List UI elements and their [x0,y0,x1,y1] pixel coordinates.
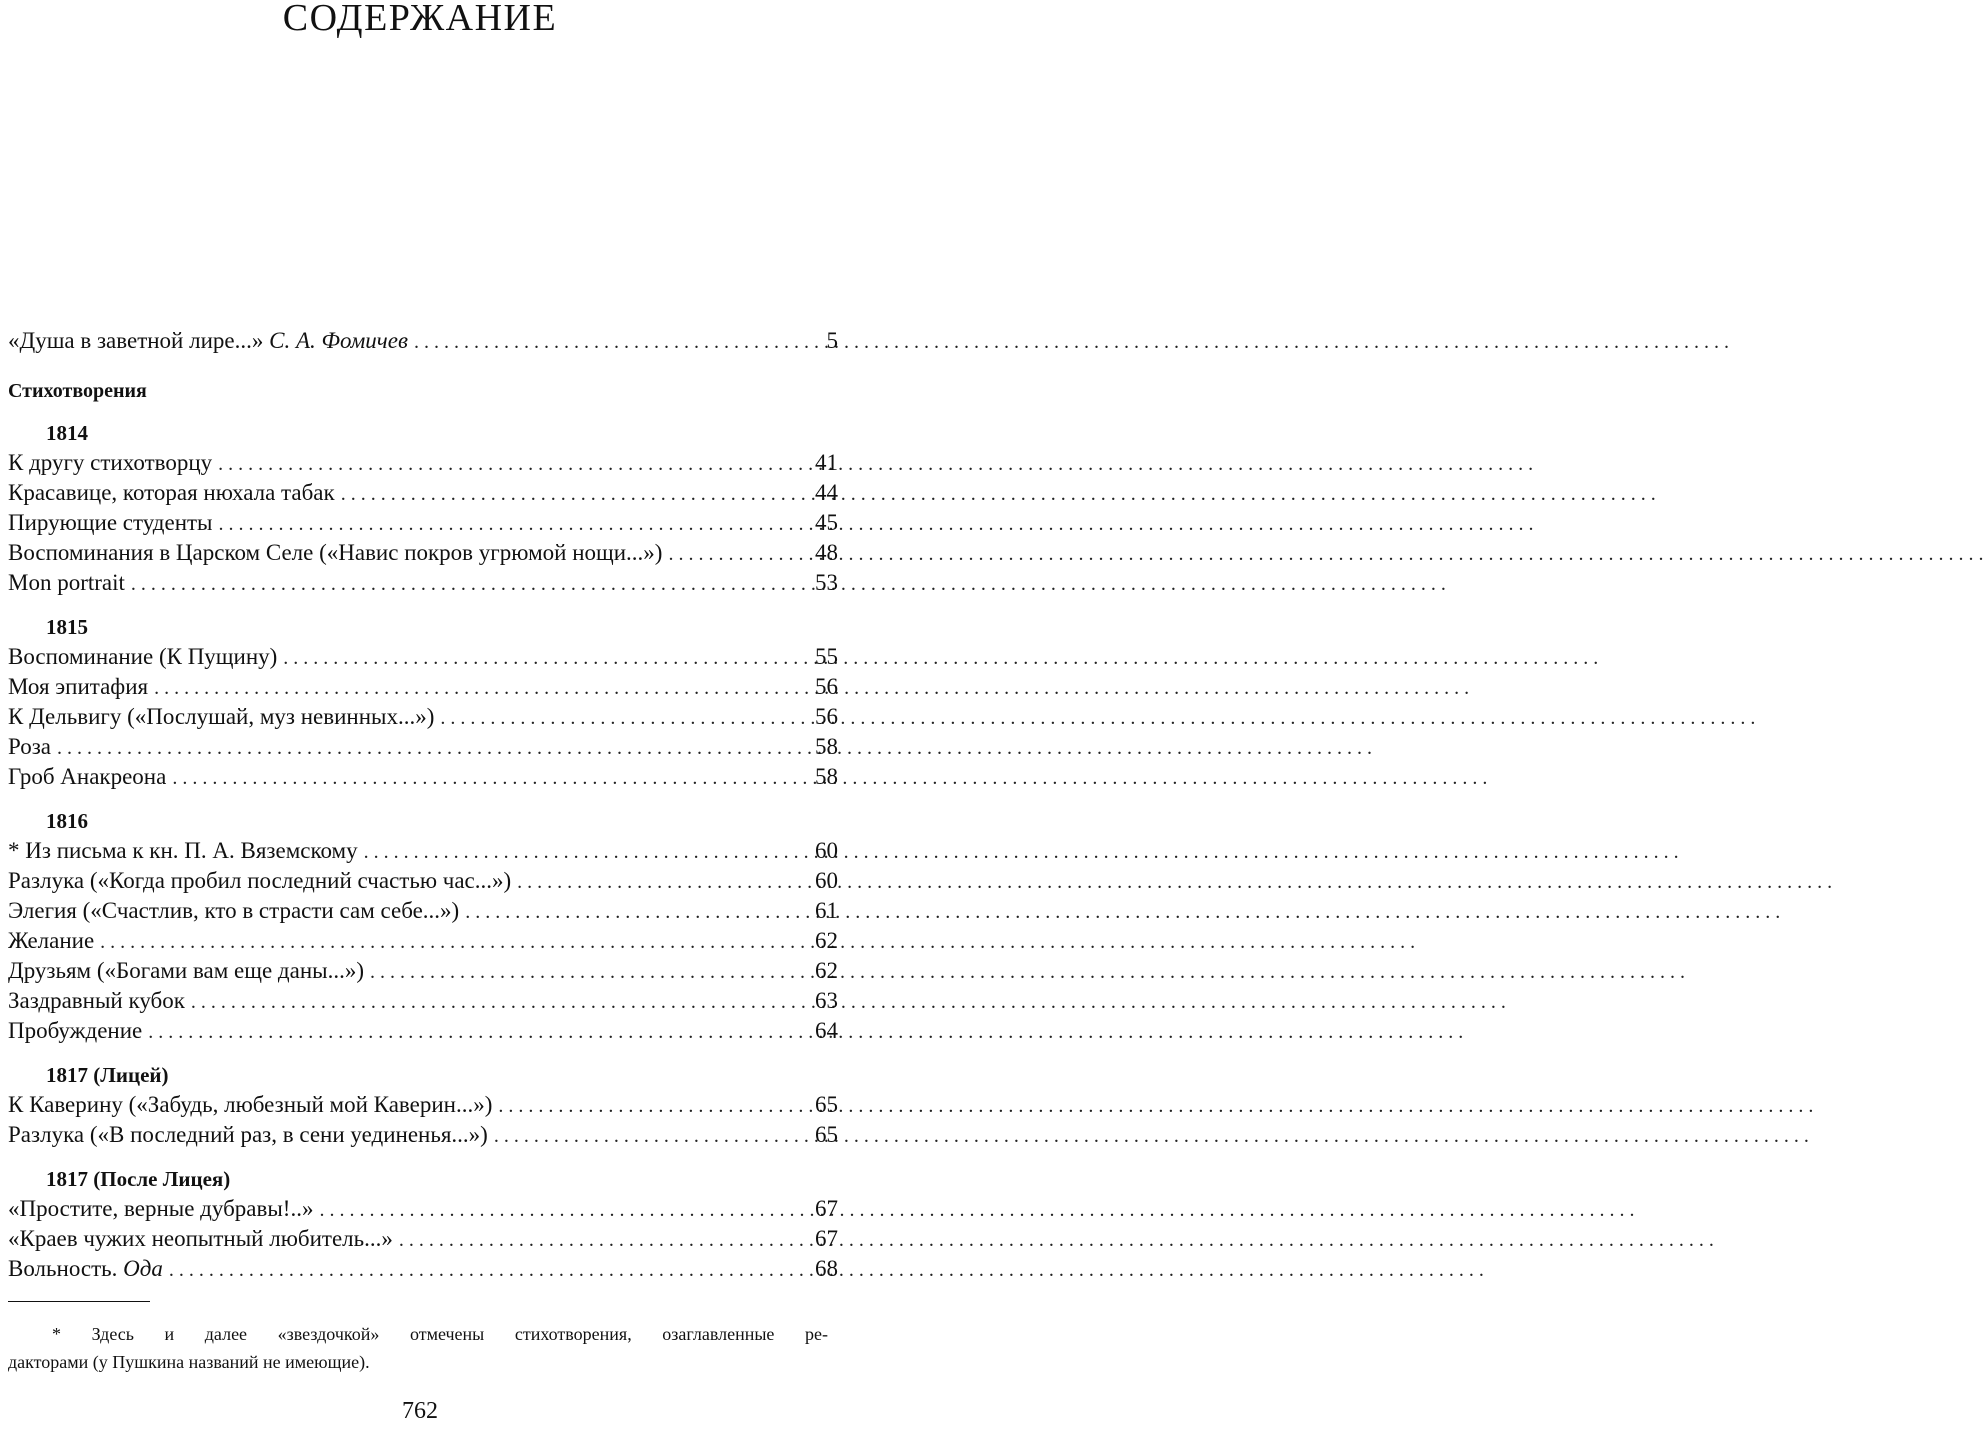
dot-leader [364,837,806,867]
toc-entry-page: 45 [815,510,838,535]
toc-entry-page: 5 [826,328,838,353]
toc-entry [8,926,838,956]
toc-entry [8,986,838,1016]
toc-entry-text: Заздравный кубок [8,988,185,1013]
toc-entry [8,1016,838,1046]
section-heading: Стихотворения [8,380,147,402]
toc-entry-page: 67 [815,1226,838,1251]
toc-entry-text: Воспоминание (К Пущину) [8,644,278,669]
toc-entry-title [8,538,662,568]
toc-entry-text: Пробуждение [8,1018,143,1043]
toc-entry-text: Моя эпитафия [8,674,149,699]
toc-entry-page: 56 [815,704,838,729]
toc-entry-title [8,568,125,598]
toc-entry-page: 65 [815,1092,838,1117]
toc-entry [8,732,838,762]
dot-leader [319,1195,806,1225]
toc-entry-page: 56 [815,674,838,699]
toc-entry [8,866,838,896]
year-heading: 1814 [46,421,88,445]
page-title: СОДЕРЖАНИЕ [282,0,558,39]
toc-entry-genre: Ода [123,1256,163,1281]
toc-entry-text: «Простите, верные дубравы!..» [8,1196,314,1221]
toc-entry-title [8,896,459,926]
toc-entry [8,762,838,792]
toc-entry [8,508,838,538]
dot-leader [414,327,806,357]
toc-entry-text: * Из письма к кн. П. А. Вяземскому [8,838,358,863]
toc-entry-text: Разлука («Когда пробил последний счастью час...») [8,868,512,893]
toc-entry-page: 55 [815,644,838,669]
toc-entry-page: 60 [815,838,838,863]
toc-entry-page: 60 [815,868,838,893]
toc-entry-page: 58 [815,764,838,789]
toc-entry-text: Разлука («В последний раз, в сени уединенья...») [8,1122,488,1147]
footnote-line-1: * Здесь и далее «звездочкой» отмечены стихотворения, озаглавленные ре- [52,1324,828,1344]
toc-entry-text: Воспоминания в Царском Селе («Навис покров угрюмой нощи...») [8,540,663,565]
toc-entry-title [8,732,51,762]
table-of-contents [8,326,838,1284]
toc-entry [8,956,838,986]
dot-leader [131,569,806,599]
toc-entry-page: 41 [815,450,838,475]
toc-entry-title [8,986,185,1016]
toc-entry-text: Желание [8,928,95,953]
dot-leader [219,509,806,539]
toc-entry [8,896,838,926]
footnote-rule [8,1301,150,1302]
toc-entry-title [8,508,213,538]
toc-entry-title [8,1120,488,1150]
toc-entry-page: 44 [815,480,838,505]
intro-title: «Душа в заветной лире...» [8,328,264,353]
year-heading: 1815 [46,615,88,639]
toc-entry [8,1194,838,1224]
toc-entry-text: «Краев чужих неопытный любитель...» [8,1226,393,1251]
toc-entry-title [8,326,408,356]
toc-entry-page: 61 [815,898,838,923]
toc-entry-page: 58 [815,734,838,759]
toc-entry [8,836,838,866]
toc-entry-title [8,478,335,508]
toc-entry-text: Элегия («Счастлив, кто в страсти сам себе...») [8,898,460,923]
toc-entry-page: 68 [815,1256,838,1281]
toc-entry [8,478,838,508]
toc-entry-page: 65 [815,1122,838,1147]
dot-leader [191,987,806,1017]
toc-entry-title [8,642,277,672]
footnote [8,1320,828,1376]
dot-leader [341,479,806,509]
year-heading: 1816 [46,809,88,833]
toc-entry-title [8,1090,492,1120]
dot-leader [370,957,806,987]
toc-entry-page: 48 [815,540,838,565]
toc-entry-title [8,1194,313,1224]
toc-entry-page: 67 [815,1196,838,1221]
intro-author: С. А. Фомичев [269,328,408,353]
dot-leader [668,539,806,569]
toc-entry-title [8,1254,163,1284]
toc-entry-text: Роза [8,734,52,759]
toc-entry-page: 53 [815,570,838,595]
toc-entry [8,1090,838,1120]
dot-leader [57,733,806,763]
toc-entry [8,538,838,568]
dot-leader [100,927,806,957]
dot-leader [218,449,806,479]
year-heading: 1817 (После Лицея) [46,1167,231,1191]
year-groups [8,418,838,1284]
toc-entry-title [8,448,212,478]
toc-entry-title [8,926,94,956]
dot-leader [440,703,806,733]
toc-entry-page: 62 [815,958,838,983]
toc-entry-text: К другу стихотворцу [8,450,213,475]
dot-leader [283,643,806,673]
toc-entry-text: Гроб Анакреона [8,764,167,789]
dot-leader [148,1017,806,1047]
dot-leader [154,673,806,703]
dot-leader [498,1091,806,1121]
toc-entry-text: Красавице, которая нюхала табак [8,480,335,505]
toc-entry-title [8,866,511,896]
dot-leader [494,1121,806,1151]
toc-entry-text: К Каверину («Забудь, любезный мой Каверин...») [8,1092,493,1117]
dot-leader [169,1255,806,1285]
toc-entry-intro [8,326,838,356]
dot-leader [172,763,806,793]
toc-entry-text: Друзьям («Богами вам еще даны...») [8,958,364,983]
toc-entry-page: 62 [815,928,838,953]
toc-entry-page: 64 [815,1018,838,1043]
toc-entry [8,1254,838,1284]
toc-entry-text: Вольность. [8,1256,118,1281]
toc-entry [8,1224,838,1254]
toc-entry-title [8,956,364,986]
dot-leader [399,1225,806,1255]
toc-entry [8,448,838,478]
toc-entry-title [8,702,434,732]
toc-entry-text: Mon portrait [8,570,125,595]
footnote-line-2: дакторами (у Пушкина названий не имеющие). [8,1352,370,1372]
toc-entry-title [8,836,358,866]
toc-entry [8,568,838,598]
toc-entry-text: К Дельвигу («Послушай, муз невинных...») [8,704,435,729]
toc-entry-title [8,1224,393,1254]
page-number: 762 [402,1398,438,1424]
toc-entry [8,702,838,732]
toc-entry-title [8,1016,142,1046]
book-page [0,0,840,1432]
toc-entry-page: 63 [815,988,838,1013]
toc-entry-title [8,762,166,792]
year-heading: 1817 (Лицей) [46,1063,169,1087]
dot-leader [517,867,806,897]
toc-entry-text: Пирующие студенты [8,510,213,535]
dot-leader [465,897,806,927]
toc-entry-title [8,672,148,702]
toc-entry [8,1120,838,1150]
toc-entry [8,672,838,702]
toc-entry [8,642,838,672]
